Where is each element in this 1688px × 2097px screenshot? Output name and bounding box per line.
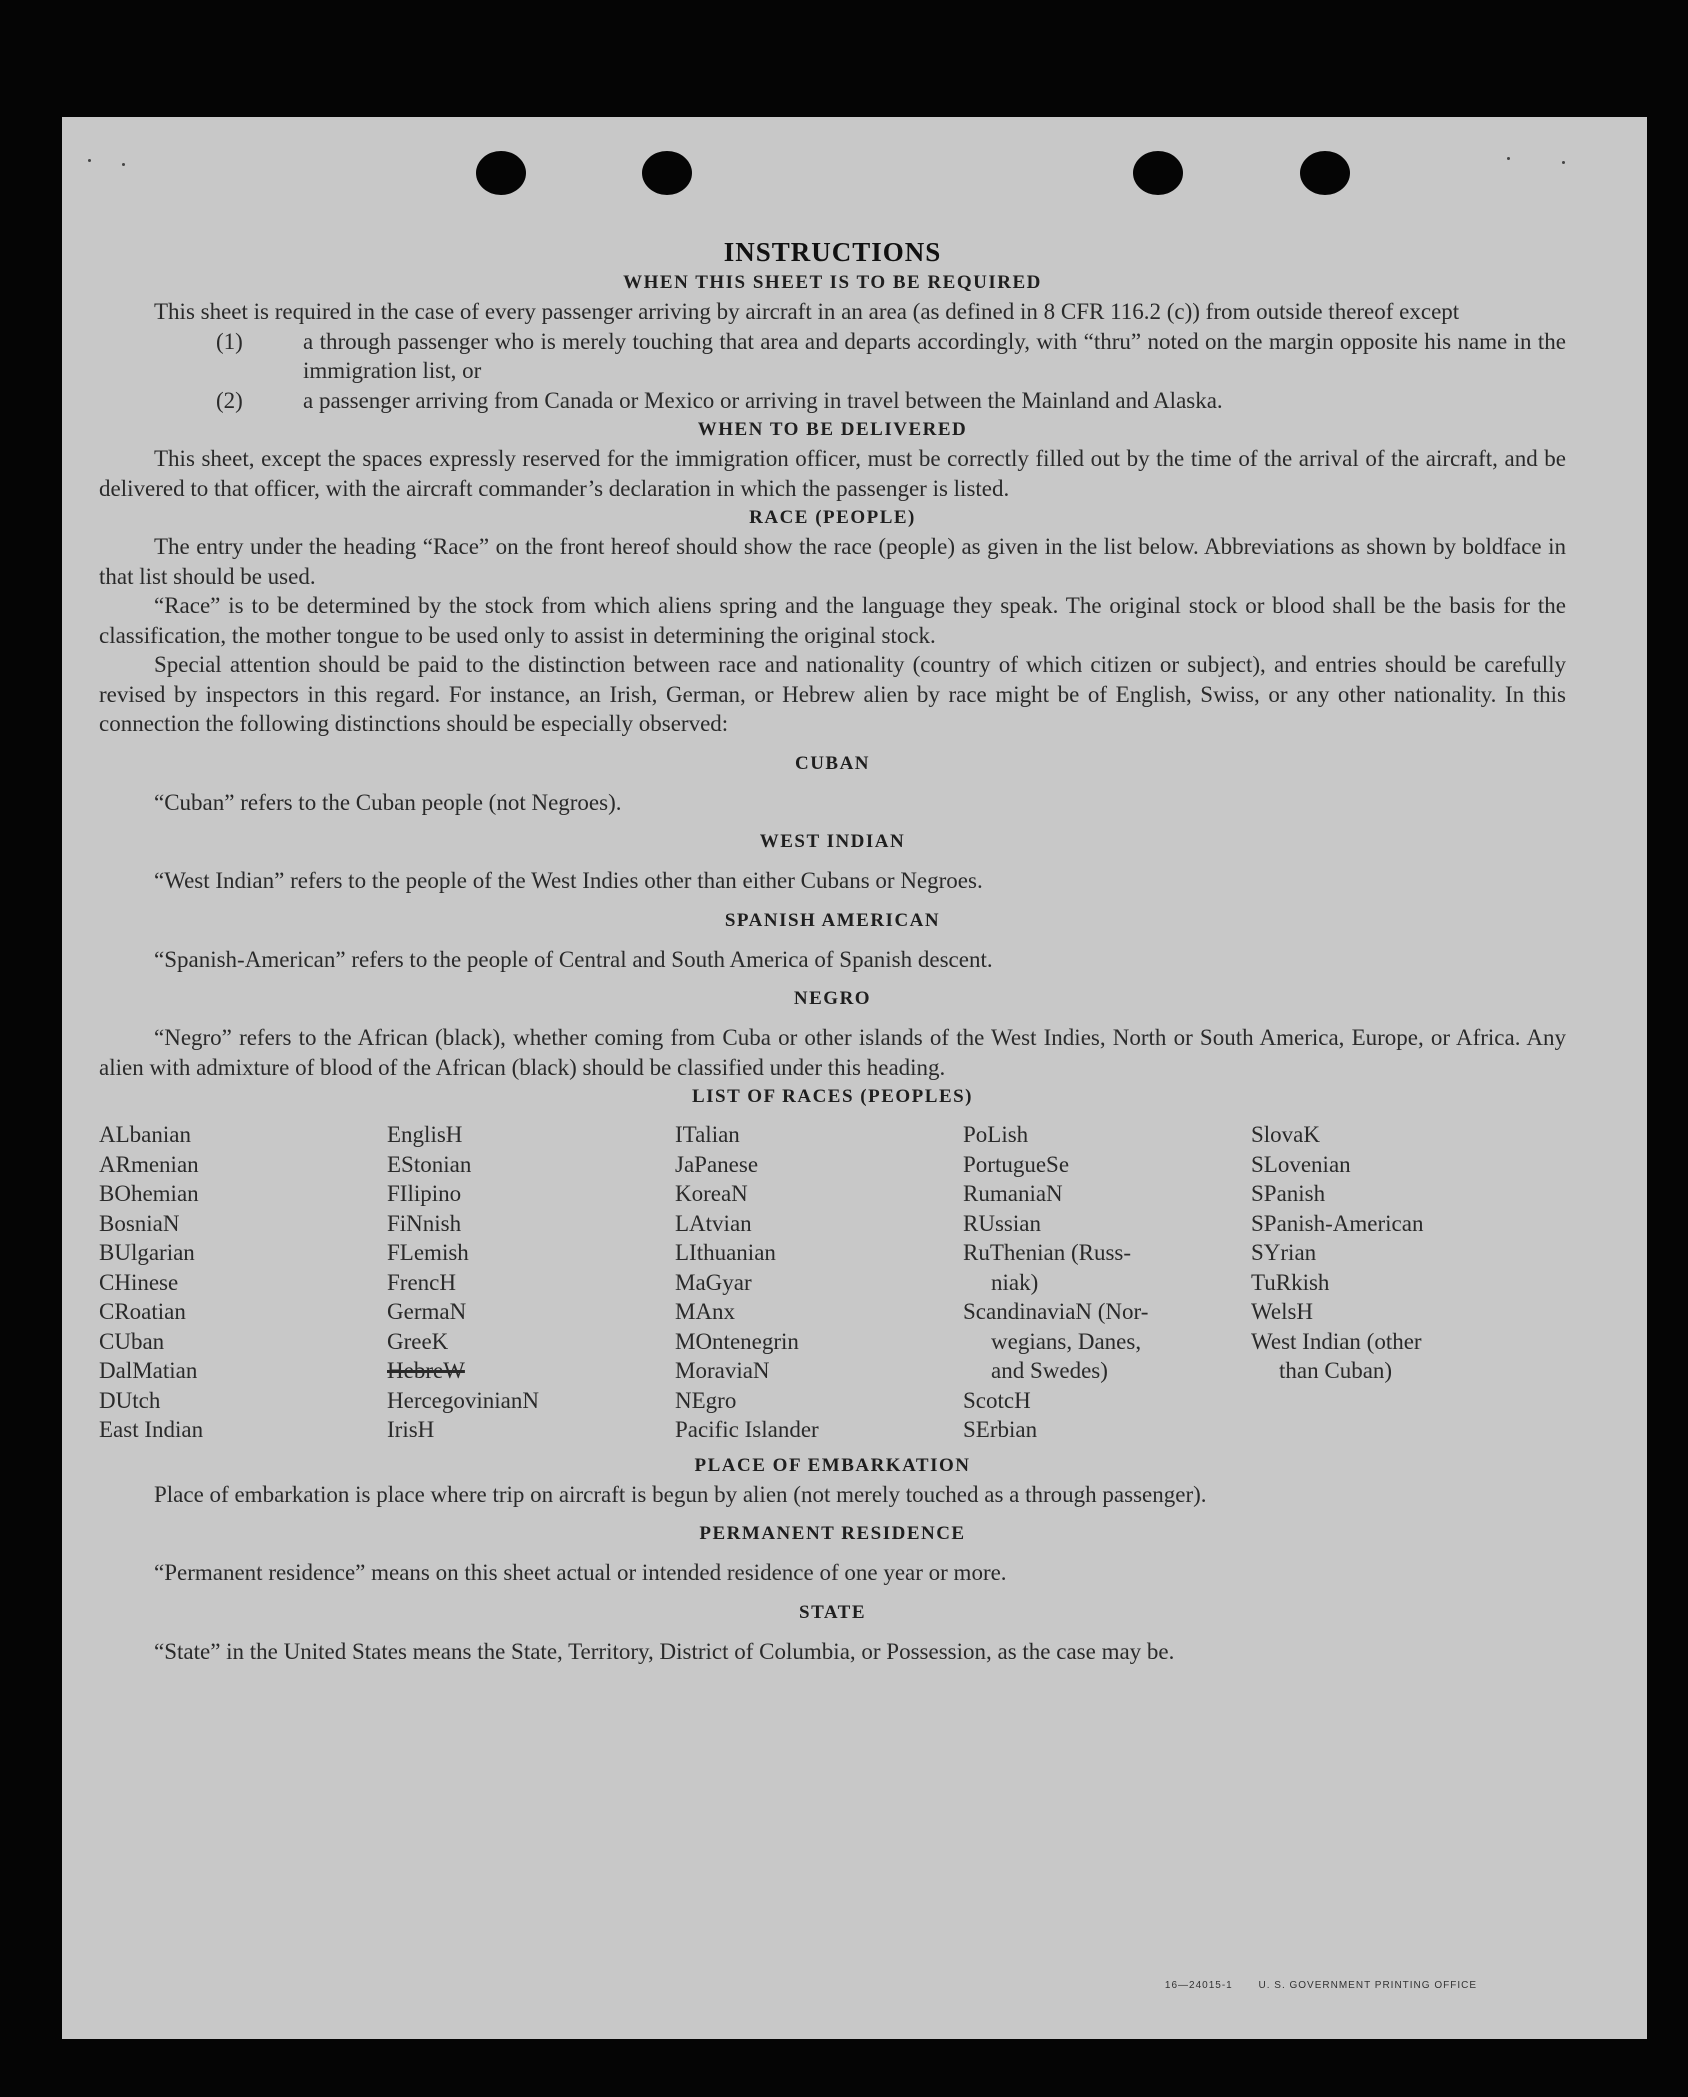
race-entry: EStonian xyxy=(387,1151,472,1177)
list-item: (1) a through passenger who is merely touching that area and departs accordingly, with “thru” noted on the margin opposite his name in the immigration list, or xyxy=(216,328,1566,383)
race-entry: Pacific Islander xyxy=(675,1417,819,1442)
race-entry: WelsH xyxy=(1251,1299,1314,1324)
punch-hole xyxy=(1133,151,1183,195)
paragraph: Place of embarkation is place where trip on aircraft is begun by alien (not merely touched as a through passenger). xyxy=(154,1481,1207,1507)
race-entry: TuRkish xyxy=(1251,1269,1330,1295)
paragraph: “West Indian” refers to the people of the West Indies other than either Cubans or Negroes. xyxy=(154,868,983,893)
section-heading: STATE xyxy=(799,1601,866,1623)
race-entry: SPanish-American xyxy=(1251,1210,1424,1236)
list-item: (2) a passenger arriving from Canada or Mexico or arriving in travel between the Mainland and Alaska. xyxy=(216,387,1223,413)
section-heading: LIST OF RACES (PEOPLES) xyxy=(691,1086,974,1107)
race-entry: SlovaK xyxy=(1251,1122,1320,1147)
race-entry-struck: HebreW xyxy=(387,1358,465,1383)
race-entry: CUban xyxy=(99,1328,165,1354)
punch-hole xyxy=(476,151,526,195)
race-entry: DUtch xyxy=(99,1387,161,1413)
race-entry: EnglisH xyxy=(387,1122,463,1147)
race-entry: GreeK xyxy=(387,1328,449,1354)
race-entry: niak) xyxy=(991,1269,1039,1295)
document-title: INSTRUCTIONS xyxy=(723,237,942,267)
race-entry: HercegovinianN xyxy=(387,1387,539,1413)
speck xyxy=(1562,161,1565,164)
race-entry: RuThenian (Russ- xyxy=(963,1240,1132,1265)
race-entry: and Swedes) xyxy=(991,1358,1108,1383)
race-entry: CRoatian xyxy=(99,1299,186,1324)
document-body xyxy=(99,237,1566,1666)
race-entry: SErbian xyxy=(963,1417,1038,1442)
form-footer xyxy=(1143,1980,1477,1991)
race-column xyxy=(1251,1120,1539,1445)
race-entry: ScandinaviaN (Nor- xyxy=(963,1299,1149,1324)
race-entry: RumaniaN xyxy=(963,1181,1063,1206)
race-list xyxy=(99,1120,1566,1445)
race-entry: MaGyar xyxy=(675,1269,752,1295)
race-entry: IrisH xyxy=(387,1417,435,1442)
race-entry: MOntenegrin xyxy=(675,1328,799,1354)
paragraph: “State” in the United States means the State, Territory, District of Columbia, or Possession, as the case may be. xyxy=(154,1638,1175,1664)
race-entry: SYrian xyxy=(1251,1240,1317,1265)
paragraph: “Race” is to be determined by the stock from which aliens spring and the language they speak. The original stock or blood shall be the basis for the classification, the mother tongue to be used only to assist in determining the original stock. xyxy=(99,593,1566,648)
race-entry: than Cuban) xyxy=(1279,1358,1393,1383)
section-heading: SPANISH AMERICAN xyxy=(724,909,941,931)
race-entry: ARmenian xyxy=(99,1151,199,1177)
section-heading: NEGRO xyxy=(793,988,872,1009)
race-entry: PoLish xyxy=(963,1122,1029,1147)
race-entry: KoreaN xyxy=(675,1181,748,1206)
race-entry: SPanish xyxy=(1251,1181,1326,1206)
punch-hole xyxy=(1300,151,1350,195)
paragraph: “Negro” refers to the African (black), whether coming from Cuba or other islands of the West Indies, North or South America, Europe, or Africa. Any alien with admixture of blood of the African (black) should be classified under this heading. xyxy=(99,1025,1566,1080)
race-entry: BUlgarian xyxy=(99,1240,195,1265)
race-entry: DalMatian xyxy=(99,1358,198,1383)
race-entry: CHinese xyxy=(99,1269,179,1295)
race-entry: ITalian xyxy=(675,1122,740,1147)
paragraph: This sheet is required in the case of every passenger arriving by aircraft in an area (as defined in 8 CFR 116.2 (c)) from outside thereof except xyxy=(154,299,1460,324)
race-entry: East Indian xyxy=(99,1417,204,1442)
section-heading: WEST INDIAN xyxy=(759,831,906,852)
speck xyxy=(122,163,125,166)
race-entry: FLemish xyxy=(387,1240,469,1265)
race-entry: MAnx xyxy=(675,1299,736,1324)
race-entry: ScotcH xyxy=(963,1387,1031,1413)
punch-hole xyxy=(642,151,692,195)
race-column xyxy=(963,1120,1251,1445)
race-column xyxy=(387,1120,675,1445)
race-entry: FrencH xyxy=(387,1269,456,1295)
race-entry: LIthuanian xyxy=(675,1240,776,1265)
section-heading: PLACE OF EMBARKATION xyxy=(694,1454,971,1476)
document-sheet xyxy=(62,117,1647,2039)
paragraph: Special attention should be paid to the distinction between race and nationality (country of which citizen or subject), and entries should be carefully revised by inspectors in this regard. For instance, an Irish, German, or Hebrew alien by race might be of English, Swiss, or any other nationality. In this connection the following distinctions should be especially observed: xyxy=(99,652,1566,736)
paragraph: “Permanent residence” means on this sheet actual or intended residence of one year or more. xyxy=(154,1560,1007,1585)
race-entry: West Indian (other xyxy=(1251,1328,1422,1354)
section-heading: PERMANENT RESIDENCE xyxy=(699,1523,966,1544)
race-column xyxy=(675,1120,963,1445)
paragraph: The entry under the heading “Race” on the front hereof should show the race (people) as given in the list below. Abbreviations as shown by boldface in that list should be used. xyxy=(99,534,1566,589)
race-entry: wegians, Danes, xyxy=(991,1328,1142,1354)
race-entry: JaPanese xyxy=(675,1151,759,1177)
section-heading: RACE (PEOPLE) xyxy=(749,507,916,528)
race-entry: GermaN xyxy=(387,1299,467,1324)
race-entry: BosniaN xyxy=(99,1210,180,1236)
speck xyxy=(1507,157,1510,160)
race-entry: ALbanian xyxy=(99,1122,191,1147)
race-entry: FiNnish xyxy=(387,1210,462,1236)
section-heading: WHEN TO BE DELIVERED xyxy=(697,419,968,440)
speck xyxy=(88,159,91,162)
paragraph: “Cuban” refers to the Cuban people (not Negroes). xyxy=(154,789,622,815)
race-entry: NEgro xyxy=(675,1387,737,1413)
race-column xyxy=(99,1120,387,1445)
race-entry: MoraviaN xyxy=(675,1358,770,1383)
race-entry: FIlipino xyxy=(387,1181,462,1206)
section-heading: WHEN THIS SHEET IS TO BE REQUIRED xyxy=(623,272,1042,293)
race-entry: RUssian xyxy=(963,1210,1041,1236)
race-entry: LAtvian xyxy=(675,1210,752,1236)
race-entry: SLovenian xyxy=(1251,1151,1351,1177)
section-heading: CUBAN xyxy=(794,752,871,774)
paragraph: “Spanish-American” refers to the people of Central and South America of Spanish descent. xyxy=(154,946,993,972)
race-entry: PortugueSe xyxy=(963,1151,1070,1177)
printer-credit: U. S. GOVERNMENT PRINTING OFFICE xyxy=(1258,1980,1477,1991)
form-code: 16—24015-1 xyxy=(1164,1980,1233,1991)
paragraph: This sheet, except the spaces expressly reserved for the immigration officer, must be correctly filled out by the time of the arrival of the aircraft, and be delivered to that officer, with the aircraft commander’s declaration in which the passenger is listed. xyxy=(99,446,1566,501)
race-entry: BOhemian xyxy=(99,1181,199,1206)
